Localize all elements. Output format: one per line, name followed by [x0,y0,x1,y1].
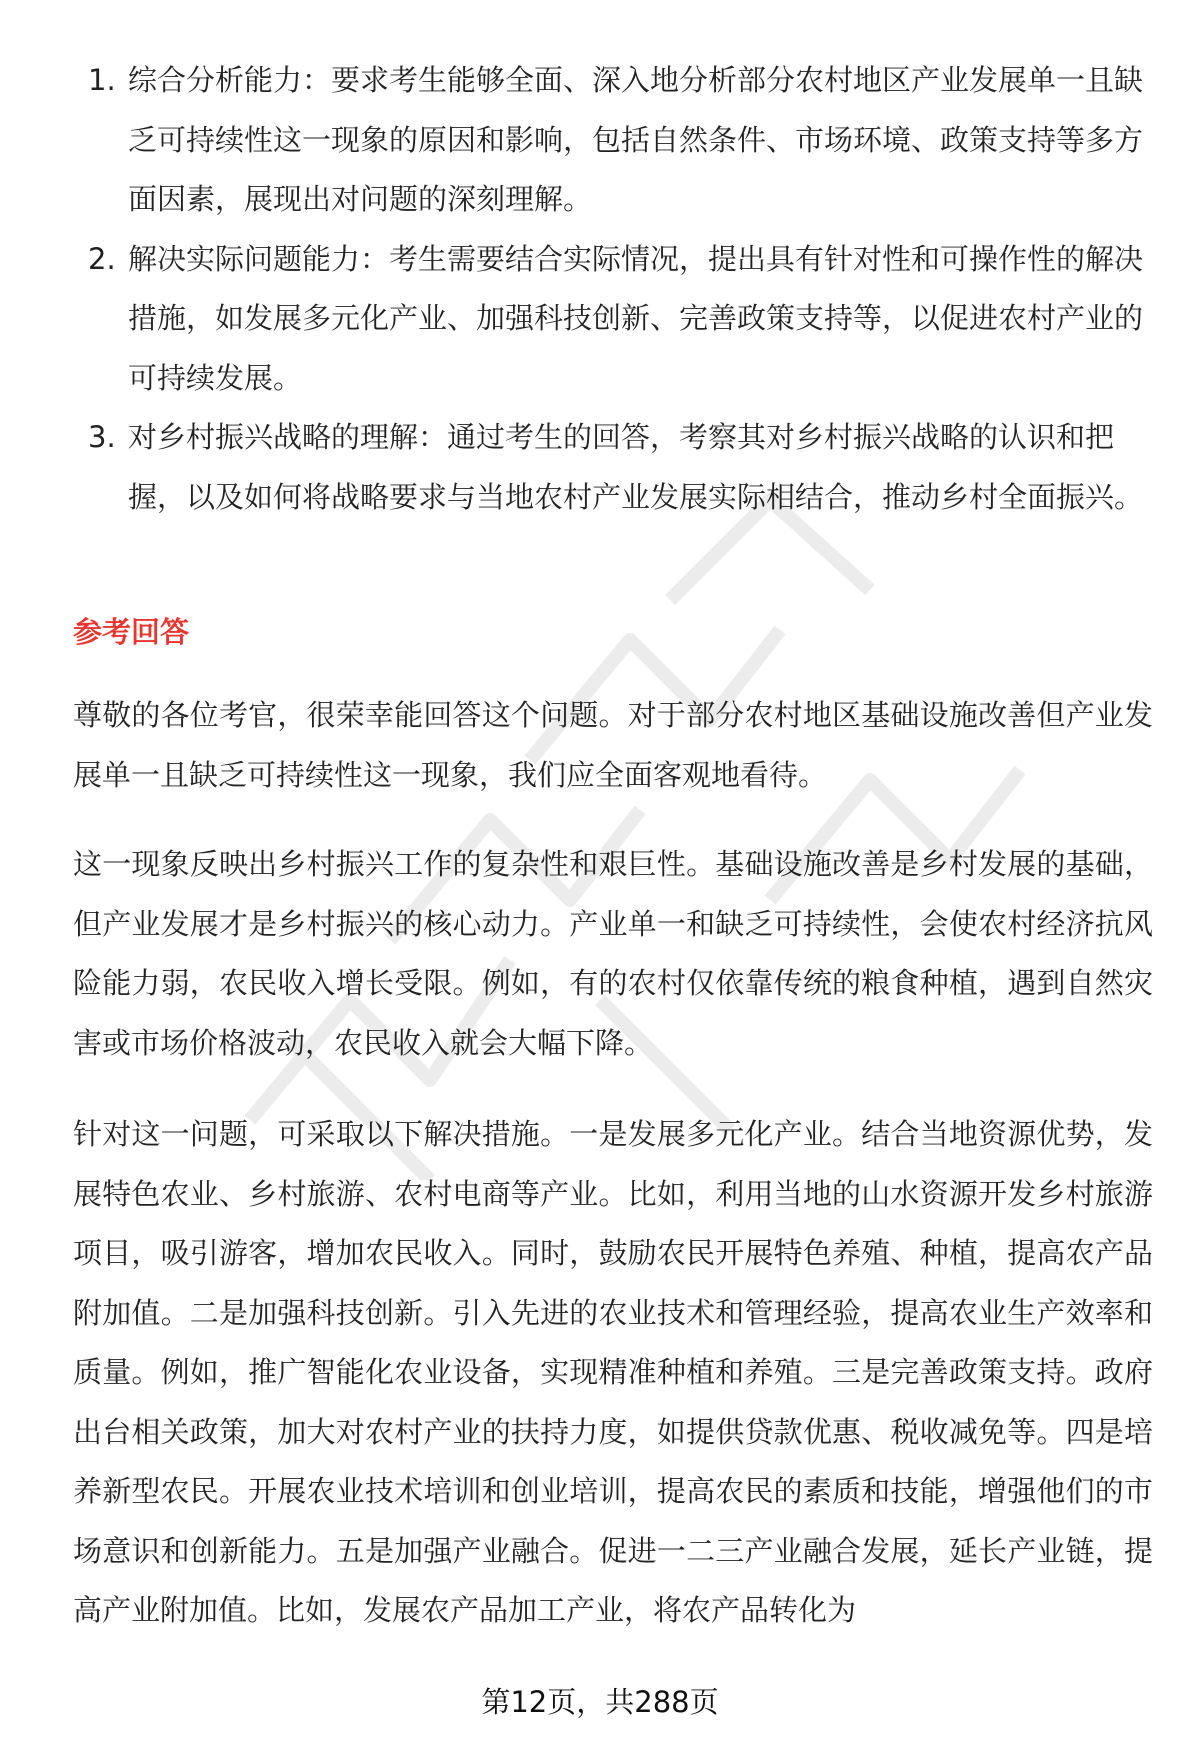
list-number: 3. [88,420,116,454]
list-text: 综合分析能力：要求考生能够全面、深入地分析部分农村地区产业发展单一且缺乏可持续性这一现象的原因和影响，包括自然条件、市场环境、政策支持等多方面因素，展现出对问题的深刻理解。 [128,63,1144,216]
answer-paragraph: 这一现象反映出乡村振兴工作的复杂性和艰巨性。基础设施改善是乡村发展的基础，但产业发展才是乡村振兴的核心动力。产业单一和缺乏可持续性，会使农村经济抗风险能力弱，农民收入增长受限。例如，有的农村仅依靠传统的粮食种植，遇到自然灾害或市场价格波动，农民收入就会大幅下降。 [73,847,1153,1060]
list-number: 2. [88,241,116,276]
list-text: 对乡村振兴战略的理解：通过考生的回答，考察其对乡村振兴战略的认识和把握，以及如何将战略要求与当地农村产业发展实际相结合，推动乡村全面振兴。 [128,420,1144,514]
list-number: 1. [88,63,116,97]
section-heading: 参考回答 [73,615,190,649]
answer-paragraph: 尊敬的各位考官，很荣幸能回答这个问题。对于部分农村地区基础设施改善但产业发展单一且缺乏可持续性这一现象，我们应全面客观地看待。 [73,698,1153,792]
watermark-graphic [170,480,1070,1180]
list-text: 解决实际问题能力：考生需要结合实际情况，提出具有针对性和可操作性的解决措施，如发展多元化产业、加强科技创新、完善政策支持等，以促进农村产业的可持续发展。 [128,241,1144,395]
page-footer: 第12页，共288页 [481,1685,719,1719]
list-item [73,51,1153,230]
list-item [73,408,1153,527]
answer-paragraph: 针对这一问题，可采取以下解决措施。一是发展多元化产业。结合当地资源优势，发展特色农业、乡村旅游、农村电商等产业。比如，利用当地的山水资源开发乡村旅游项目，吸引游客，增加农民收入。同时，鼓励农民开展特色养殖、种植，提高农产品附加值。二是加强科技创新。引入先进的农业技术和管理经验，提高农业生产效率和质量。例如，推广智能化农业设备，实现精准种植和养殖。三是完善政策支持。政府出台相关政策，加大对农村产业的扶持力度，如提供贷款优惠、税收减免等。四是培养新型农民。开展农业技术培训和创业培训，提高农民的素质和技能，增强他们的市场意识和创新能力。五是加强产业融合。促进一二三产业融合发展，延长产业链，提高产业附加值。比如，发展农产品加工产业，将农产品转化为 [73,1117,1153,1627]
evaluation-criteria-list [73,51,1153,527]
list-item [73,230,1153,409]
